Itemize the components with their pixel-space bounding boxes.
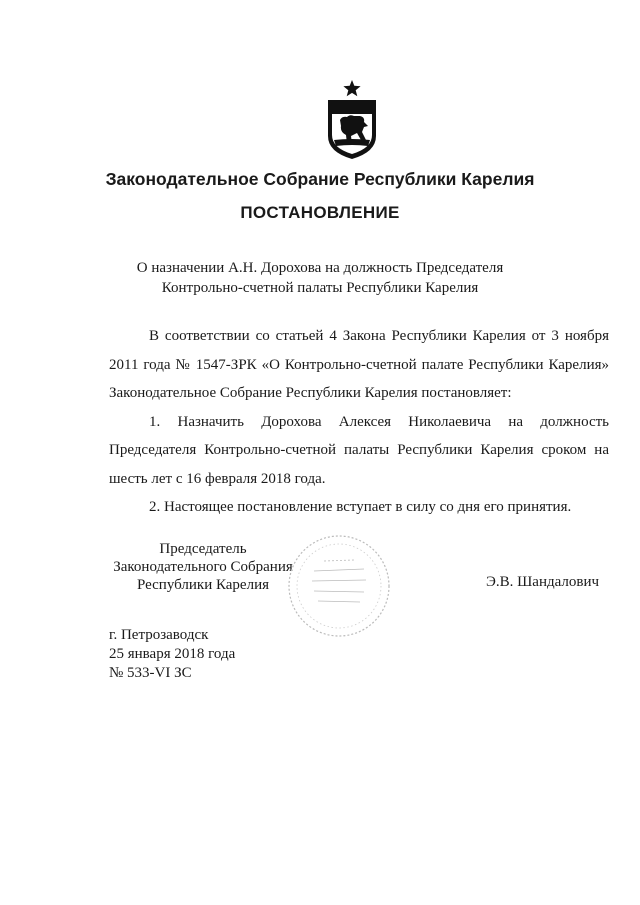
signatory-title-line-3: Республики Карелия bbox=[136, 577, 270, 593]
document-type: ПОСТАНОВЛЕНИЕ bbox=[240, 203, 400, 222]
document-body bbox=[109, 322, 609, 522]
document-footer bbox=[109, 626, 235, 683]
signatory-title-line-1: Председатель bbox=[159, 541, 247, 557]
footer-date: 25 января 2018 года bbox=[109, 646, 236, 662]
footer-number: № 533-VI ЗС bbox=[109, 665, 192, 681]
item-1-paragraph: 1. Назначить Дорохова Алексея Николаевича на должность Председателя Контрольно-счетной палаты Республики Карелия сроком на шесть лет с 16 февраля 2018 года. bbox=[109, 413, 609, 487]
subject-line-1: О назначении А.Н. Дорохова на должность Председателя bbox=[136, 260, 504, 276]
organization-title: Законодательное Собрание Республики Карелия bbox=[105, 169, 535, 189]
karelia-coat-of-arms-icon bbox=[324, 80, 380, 160]
signatory-title-line-2: Законодательного Собрания bbox=[113, 559, 293, 575]
document-subject bbox=[0, 258, 640, 298]
star-icon bbox=[343, 80, 360, 96]
preamble-paragraph: В соответствии со статьей 4 Закона Республики Карелия от 3 ноября 2011 года № 1547-ЗРК «О Контрольно-счетной палате Республики Карелия» Законодательное Собрание Республики Карелия постановляет: bbox=[109, 328, 609, 401]
footer-city: г. Петрозаводск bbox=[109, 627, 209, 643]
item-2-paragraph: 2. Настоящее постановление вступает в силу со дня его принятия. bbox=[149, 499, 572, 515]
signatory-name: Э.В. Шандалович bbox=[486, 574, 600, 590]
official-seal-icon bbox=[284, 531, 394, 641]
subject-line-2: Контрольно-счетной палаты Республики Карелия bbox=[161, 280, 479, 296]
signatory-title bbox=[108, 540, 298, 594]
